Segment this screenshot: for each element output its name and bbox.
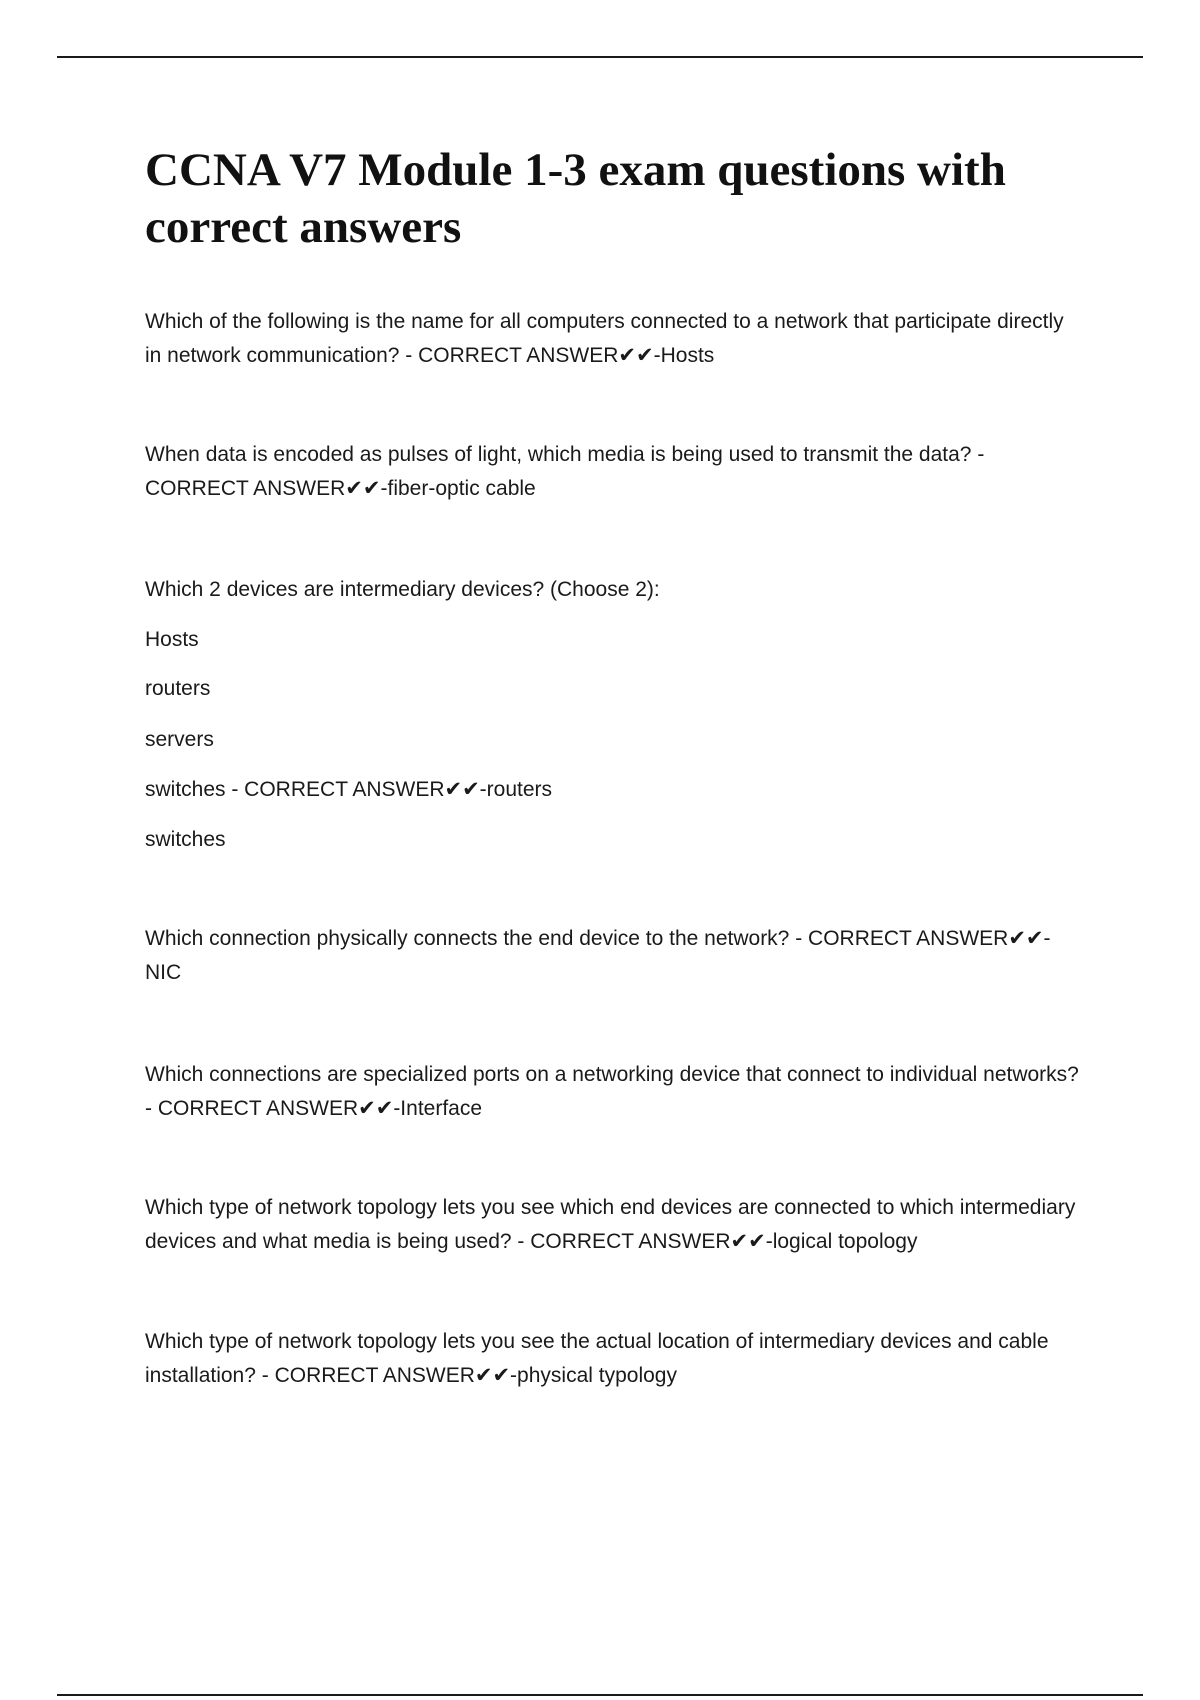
option-5: switches xyxy=(145,828,226,851)
top-divider xyxy=(57,56,1143,58)
option-1: Hosts xyxy=(145,628,199,651)
question-1: Which of the following is the name for all computers connected to a network that participate directly in network communication? - CORRECT ANSWER✔✔-Hosts xyxy=(145,310,1064,367)
option-2: routers xyxy=(145,677,211,700)
question-7: Which type of network topology lets you see the actual location of intermediary devices and cable installation? - CORRECT ANSWER✔✔-physical typology xyxy=(145,1330,1049,1387)
option-3: servers xyxy=(145,728,214,751)
question-2: When data is encoded as pulses of light, which media is being used to transmit the data? - CORRECT ANSWER✔✔-fiber-optic cable xyxy=(145,443,985,500)
question-3: Which 2 devices are intermediary devices? (Choose 2): xyxy=(145,578,660,601)
question-4: Which connection physically connects the end device to the network? - CORRECT ANSWER✔✔-NIC xyxy=(145,927,1051,984)
question-5: Which connections are specialized ports on a networking device that connect to individual networks? - CORRECT ANSWER✔✔-Interface xyxy=(145,1063,1079,1120)
option-4: switches - CORRECT ANSWER✔✔-routers xyxy=(145,778,553,801)
page-title: CCNA V7 Module 1-3 exam questions with correct answers xyxy=(145,144,1006,253)
bottom-divider xyxy=(57,1694,1143,1696)
question-6: Which type of network topology lets you see which end devices are connected to which intermediary devices and what media is being used? - CORRECT ANSWER✔✔-logical topology xyxy=(145,1196,1076,1253)
